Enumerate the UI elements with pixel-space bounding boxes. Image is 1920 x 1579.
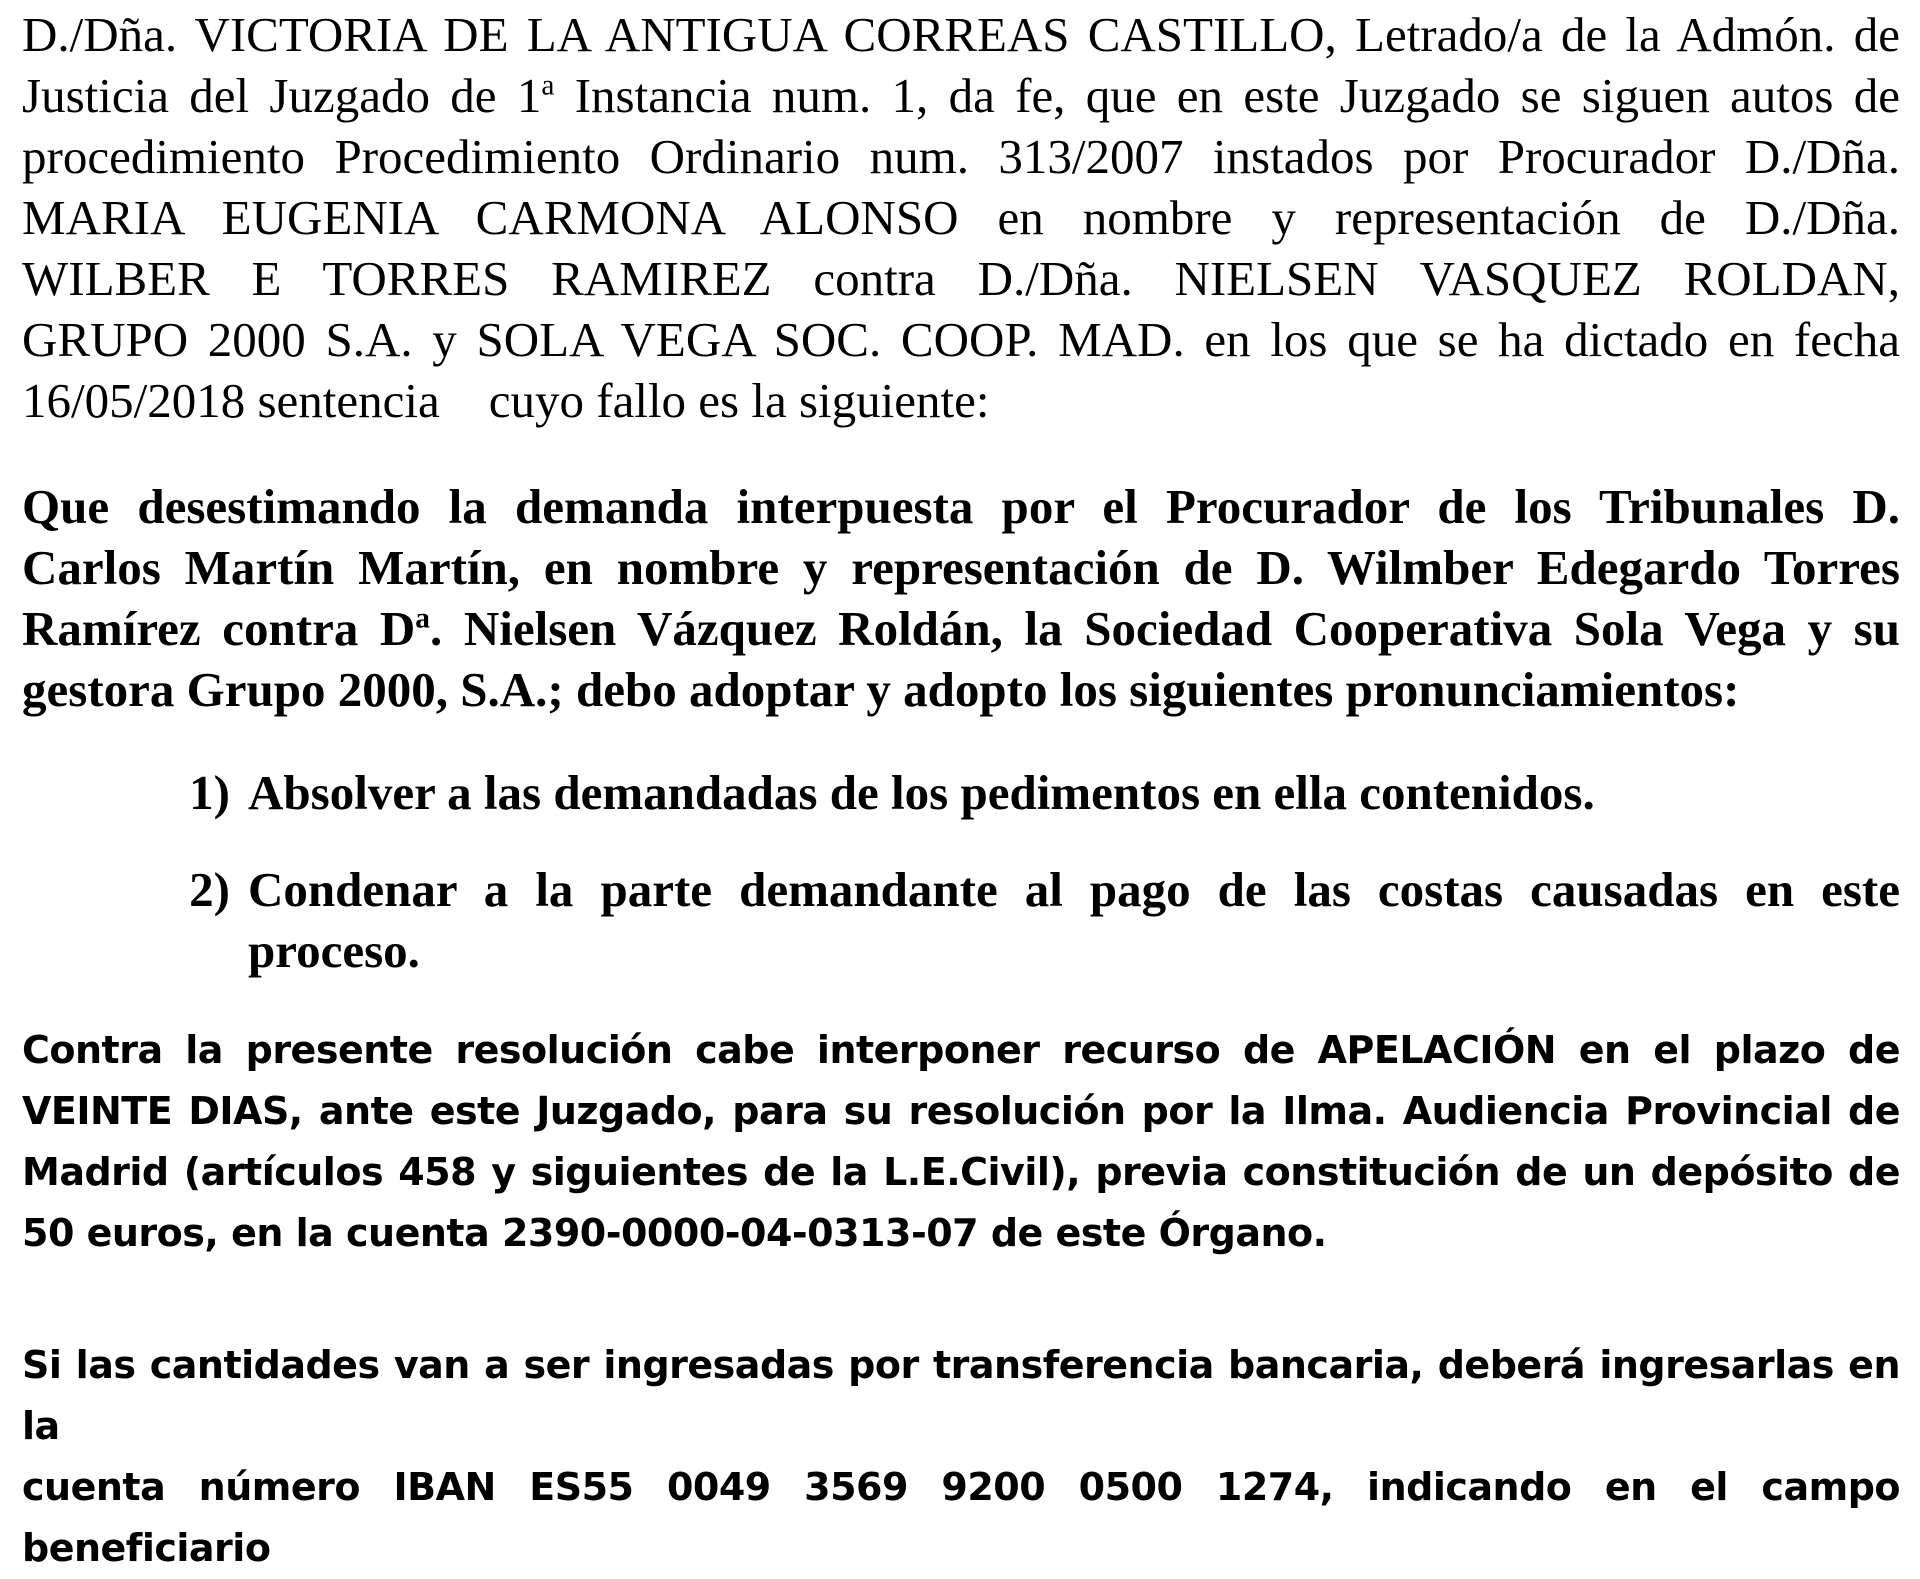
text-line: D./Dña. VICTORIA DE LA ANTIGUA CORREAS CASTILLO, Letrado/a de la Admón. de	[22, 7, 1900, 62]
list-text: Condenar a la parte demandante al pago de las costas causadas en este proceso.	[248, 862, 1900, 978]
text-line: Carlos Martín Martín, en nombre y representación de D. Wilmber Edegardo Torres	[22, 540, 1900, 595]
text-line: Madrid (artículos 458 y siguientes de la L.E.Civil), previa constitución de un depósito de	[22, 1150, 1900, 1194]
text-fragment: Instancia num. 1, da fe, que en este Juzgado se siguen autos de	[554, 68, 1900, 123]
text-line: Si las cantidades van a ser ingresadas por transferencia bancaria, deberá ingresarlas en la	[22, 1343, 1900, 1448]
text-line: VEINTE DIAS, ante este Juzgado, para su resolución por la Ilma. Audiencia Provincial de	[22, 1089, 1900, 1133]
list-text: Absolver a las demandadas de los pedimentos en ella contenidos.	[248, 765, 1595, 820]
text-fragment: Justicia del Juzgado de 1	[22, 68, 542, 123]
list-item	[22, 762, 1900, 823]
list-number: 1)	[189, 765, 230, 820]
text-line: cuenta número IBAN ES55 0049 3569 9200 0500 1274, indicando en el campo beneficiario	[22, 1465, 1900, 1570]
appeal-paragraph	[22, 1020, 1900, 1264]
text-line	[22, 598, 1900, 659]
superscript: a	[541, 69, 555, 102]
text-line: GRUPO 2000 S.A. y SOLA VEGA SOC. COOP. MAD. en los que se ha dictado en fecha	[22, 312, 1900, 367]
ruling-paragraph	[22, 476, 1900, 720]
list-item	[22, 859, 1900, 981]
bank-transfer-paragraph	[22, 1335, 1900, 1579]
text-line: procedimiento Procedimiento Ordinario num. 313/2007 instados por Procurador D./Dña.	[22, 129, 1900, 184]
certification-paragraph	[22, 4, 1900, 431]
text-line: 16/05/2018 sentencia cuyo fallo es la siguiente:	[22, 373, 990, 428]
text-line: MARIA EUGENIA CARMONA ALONSO en nombre y representación de D./Dña.	[22, 190, 1900, 245]
text-line: 50 euros, en la cuenta 2390-0000-04-0313-07 de este Órgano.	[22, 1211, 1327, 1255]
superscript: a	[415, 602, 430, 635]
text-fragment: Ramírez contra D	[22, 601, 416, 656]
list-number: 2)	[189, 862, 230, 917]
text-line: WILBER E TORRES RAMIREZ contra D./Dña. NIELSEN VASQUEZ ROLDAN,	[22, 251, 1900, 306]
text-line: Que desestimando la demanda interpuesta por el Procurador de los Tribunales D.	[22, 479, 1900, 534]
text-line	[22, 65, 1900, 126]
pronouncements-list	[22, 762, 1900, 1017]
text-line: Contra la presente resolución cabe interponer recurso de APELACIÓN en el plazo de	[22, 1028, 1900, 1072]
text-line: gestora Grupo 2000, S.A.; debo adoptar y adopto los siguientes pronunciamientos:	[22, 662, 1740, 717]
text-fragment: . Nielsen Vázquez Roldán, la Sociedad Cooperativa Sola Vega y su	[430, 601, 1900, 656]
